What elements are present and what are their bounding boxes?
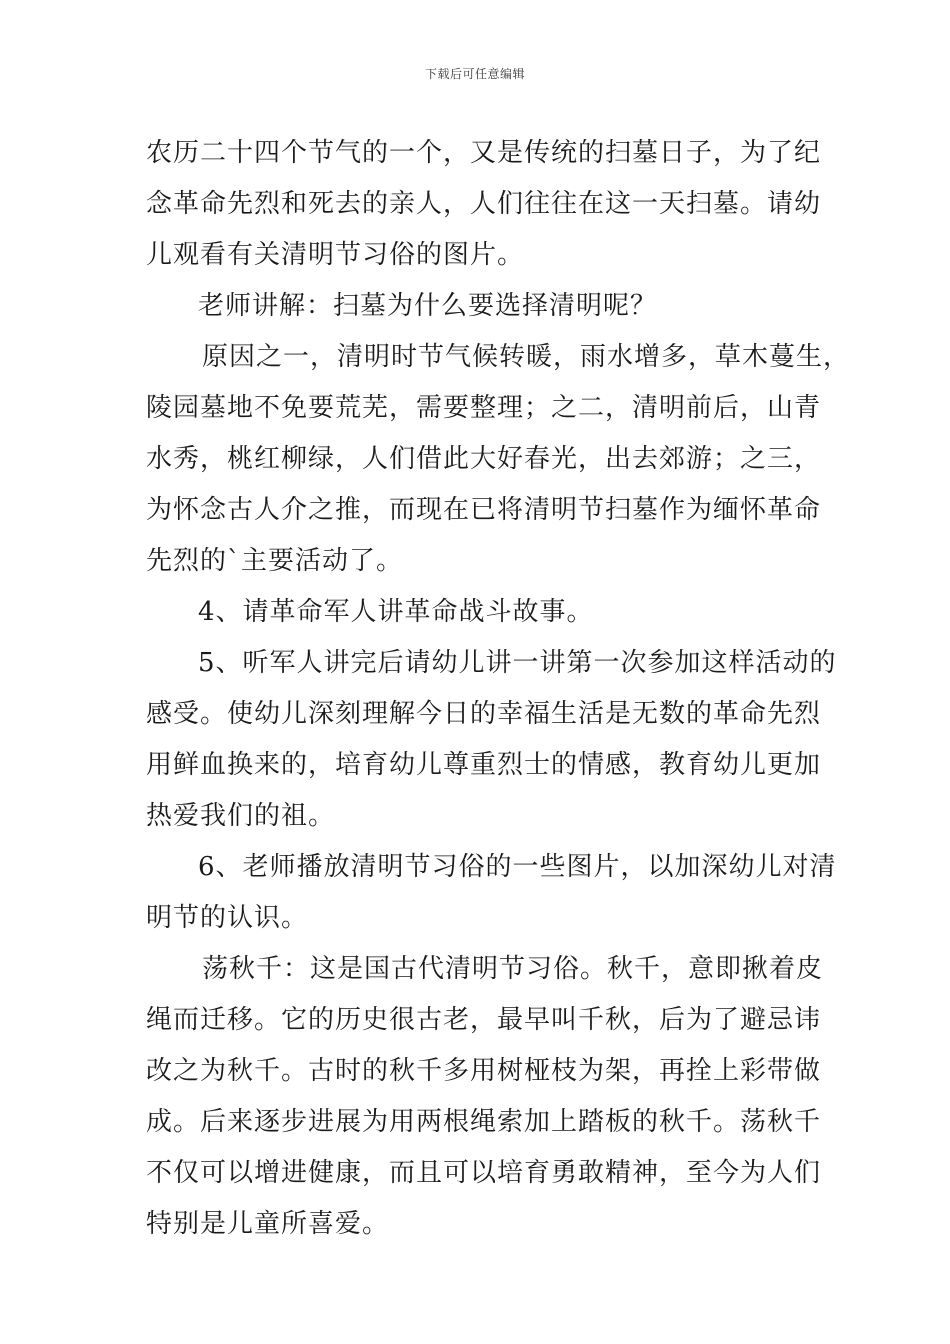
text-line: 4、请革命军人讲革命战斗故事。 (198, 597, 594, 627)
text-line: 老师讲解：扫墓为什么要选择清明呢？ (198, 291, 658, 321)
page-header: 下载后可任意编辑 (424, 67, 525, 81)
body-text (146, 128, 851, 1250)
text-line: 先烈的`主要活动了。 (146, 546, 404, 576)
text-line: 绳而迁移。它的历史很古老，最早叫千秋，后为了避忌讳 (146, 1005, 822, 1035)
text-line: 特别是儿童所喜爱。 (146, 1209, 390, 1239)
text-line: 儿观看有关清明节习俗的图片。 (146, 240, 525, 270)
text-line: 明节的认识。 (146, 903, 309, 933)
text-line: 6、老师播放清明节习俗的一些图片，以加深幼儿对清 (198, 852, 837, 882)
text-line: 成。后来逐步进展为用两根绳索加上踏板的秋千。荡秋千 (146, 1107, 822, 1137)
text-line: 热爱我们的祖。 (146, 801, 336, 831)
text-line: 用鲜血换来的，培育幼儿尊重烈士的情感，教育幼儿更加 (146, 750, 822, 780)
text-line: 农历二十四个节气的一个，又是传统的扫墓日子，为了纪 (146, 138, 822, 168)
text-line: 水秀，桃红柳绿，人们借此大好春光，出去郊游；之三， (146, 444, 822, 474)
text-line: 陵园墓地不免要荒芜，需要整理；之二，清明前后，山青 (146, 393, 822, 423)
text-line: 为怀念古人介之推，而现在已将清明节扫墓作为缅怀革命 (146, 495, 822, 525)
text-line: 不仅可以增进健康，而且可以培育勇敢精神，至今为人们 (146, 1158, 822, 1188)
text-line: 荡秋千：这是国古代清明节习俗。秋千，意即揪着皮 (202, 954, 824, 984)
text-line: 念革命先烈和死去的亲人，人们往往在这一天扫墓。请幼 (146, 189, 822, 219)
text-line: 改之为秋千。古时的秋千多用树桠枝为架，再拴上彩带做 (146, 1056, 822, 1086)
text-line: 原因之一，清明时节气候转暖，雨水增多，草木蔓生， (202, 342, 851, 372)
text-line: 5、听军人讲完后请幼儿讲一讲第一次参加这样活动的 (198, 648, 837, 678)
text-line: 感受。使幼儿深刻理解今日的幸福生活是无数的革命先烈 (146, 699, 822, 729)
